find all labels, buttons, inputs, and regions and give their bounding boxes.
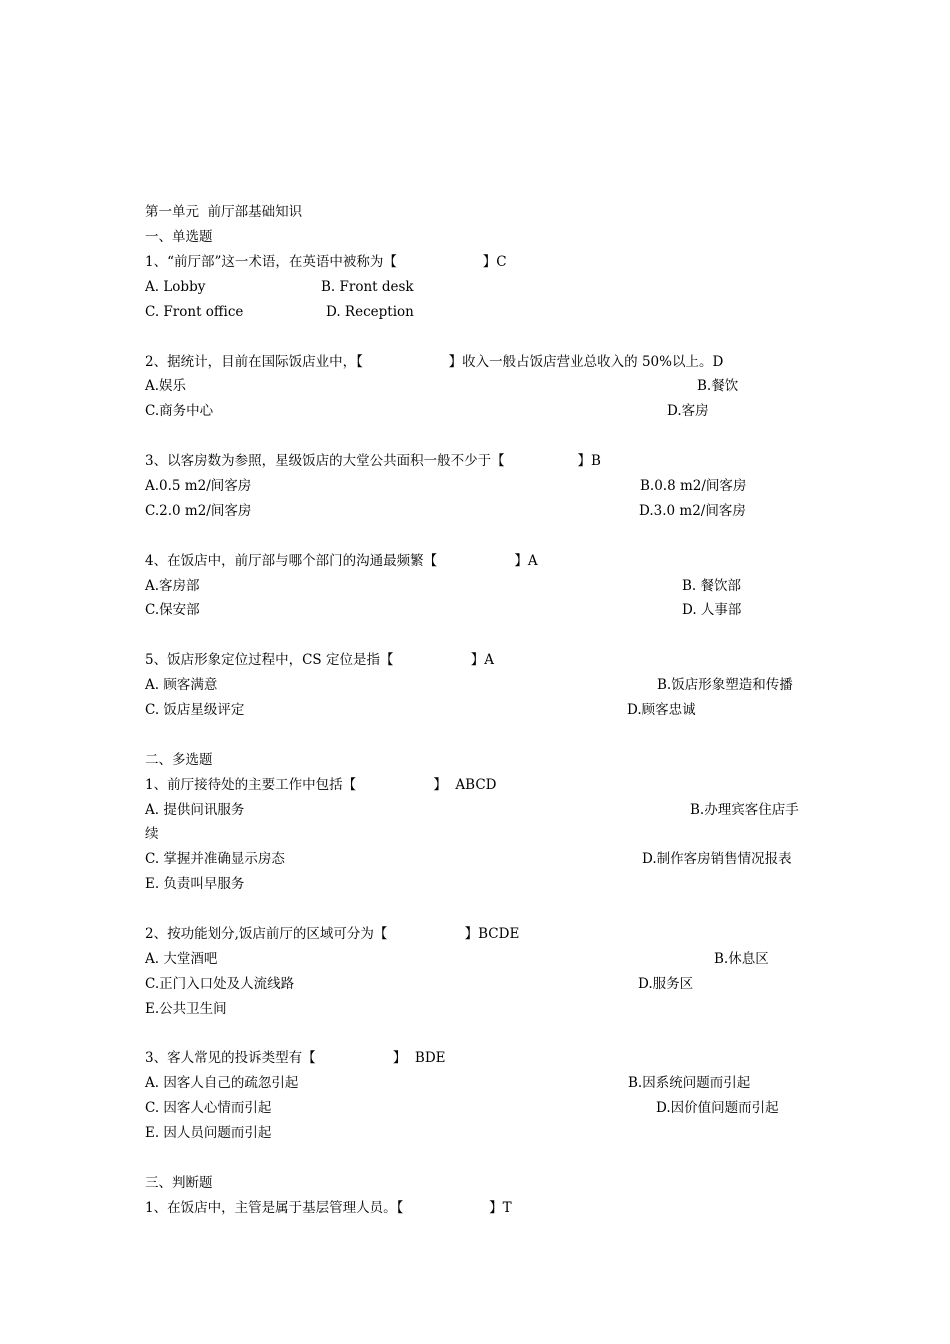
option-b: B.0.8 m2/间客房 (640, 478, 747, 494)
option-a: A. 因客人自己的疏忽引起 (145, 1075, 299, 1091)
option-b: B.餐饮 (697, 378, 739, 394)
option-c: C.商务中心 (145, 403, 214, 419)
section-heading-true-false: 三、判断题 (145, 1175, 213, 1191)
question-stem: 1、前厅接待处的主要工作中包括【 】 ABCD (145, 777, 497, 793)
question-stem: 1、在饭店中，主管是属于基层管理人员。【 】T (145, 1200, 512, 1216)
question-stem: 5、饭店形象定位过程中，CS 定位是指【 】A (145, 652, 494, 668)
option-e: E.公共卫生间 (145, 1001, 227, 1017)
question-stem: 1、“前厅部”这一术语，在英语中被称为【 】C (145, 254, 507, 270)
option-b: B.休息区 (714, 951, 769, 967)
question-stem: 3、客人常见的投诉类型有【 】 BDE (145, 1050, 446, 1066)
option-b: B.办理宾客住店手 (690, 802, 799, 818)
option-a: A. 提供问讯服务 (145, 802, 245, 818)
section-heading-multiple-choice: 二、多选题 (145, 752, 213, 768)
option-d: D.服务区 (638, 976, 694, 992)
option-b: B.饭店形象塑造和传播 (657, 677, 793, 693)
option-e: E. 负责叫早服务 (145, 876, 245, 892)
option-d: D.制作客房销售情况报表 (642, 851, 792, 867)
option-d: D. Reception (326, 304, 414, 320)
option-c: C.2.0 m2/间客房 (145, 503, 252, 519)
option-d: D.顾客忠诚 (627, 702, 696, 718)
question-stem: 2、按功能划分,饭店前厅的区域可分为【 】BCDE (145, 926, 520, 942)
option-a: A. 顾客满意 (145, 677, 218, 693)
option-a: A.0.5 m2/间客房 (145, 478, 252, 494)
option-d: D.因价值问题而引起 (656, 1100, 779, 1116)
option-c: C. 因客人心情而引起 (145, 1100, 272, 1116)
question-stem: 2、据统计，目前在国际饭店业中，【 】收入一般占饭店营业总收入的 50%以上。D (145, 354, 724, 370)
option-a: A. Lobby (145, 279, 206, 295)
option-a: A.娱乐 (145, 378, 187, 394)
option-a: A.客房部 (145, 578, 200, 594)
option-c: C. 掌握并准确显示房态 (145, 851, 285, 867)
question-stem: 3、以客房数为参照，星级饭店的大堂公共面积一般不少于【 】B (145, 453, 601, 469)
option-b: B.因系统问题而引起 (628, 1075, 751, 1091)
unit-title: 第一单元 前厅部基础知识 (145, 204, 303, 220)
option-d: D.客房 (667, 403, 709, 419)
option-b: B. Front desk (321, 279, 414, 295)
section-heading-single-choice: 一、单选题 (145, 229, 213, 245)
option-b: B. 餐饮部 (682, 578, 742, 594)
option-c: C. Front office (145, 304, 244, 320)
option-b-continued: 续 (145, 826, 159, 842)
option-c: C.正门入口处及人流线路 (145, 976, 295, 992)
question-stem: 4、在饭店中，前厅部与哪个部门的沟通最频繁【 】A (145, 553, 538, 569)
option-e: E. 因人员问题而引起 (145, 1125, 272, 1141)
option-c: C.保安部 (145, 602, 200, 618)
option-c: C. 饭店星级评定 (145, 702, 245, 718)
option-d: D.3.0 m2/间客房 (639, 503, 746, 519)
option-a: A. 大堂酒吧 (145, 951, 218, 967)
option-d: D. 人事部 (682, 602, 742, 618)
